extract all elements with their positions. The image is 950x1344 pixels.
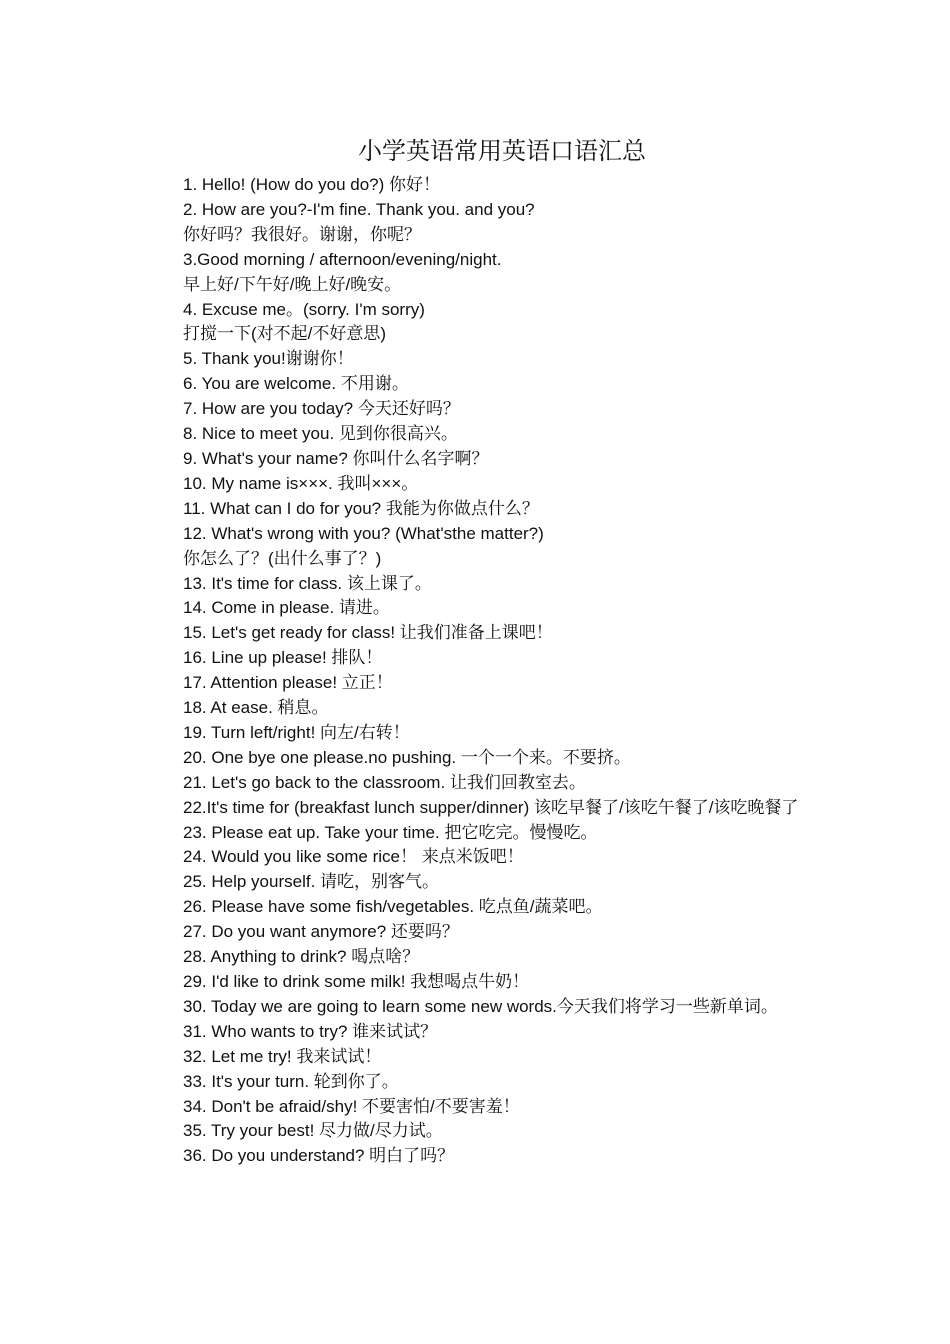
list-item: 4. Excuse me。(sorry. I'm sorry) [183, 299, 425, 319]
list-item: 11. What can I do for you? 我能为你做点什么？ [183, 498, 539, 518]
list-item: 30. Today we are going to learn some new words.今天我们将学习一些新单词。 [183, 996, 778, 1016]
list-item: 19. Turn left/right! 向左/右转！ [183, 722, 410, 742]
phrase-list [145, 173, 810, 1169]
list-item: 17. Attention please! 立正！ [183, 673, 393, 693]
list-item: 32. Let me try! 我来试试！ [183, 1046, 382, 1066]
list-item: 1. Hello! (How do you do?) 你好！ [183, 175, 440, 194]
list-item: 你怎么了？(出什么事了？) [183, 548, 382, 568]
list-item: 35. Try your best! 尽力做/尽力试。 [183, 1121, 443, 1141]
list-item: 2. How are you?-I'm fine. Thank you. and you? [183, 199, 535, 219]
list-item: 13. It's time for class. 该上课了。 [183, 573, 432, 593]
list-item: 20. One bye one please.no pushing. 一个一个来。不要挤。 [183, 747, 631, 767]
list-item: 打搅一下(对不起/不好意思) [183, 324, 387, 344]
list-item: 10. My name is×××. 我叫×××。 [183, 473, 419, 493]
list-item: 15. Let's get ready for class! 让我们准备上课吧！ [183, 623, 553, 643]
list-item: 18. At ease. 稍息。 [183, 698, 329, 718]
list-item: 31. Who wants to try? 谁来试试？ [183, 1021, 438, 1041]
list-item: 22.It's time for (breakfast lunch supper/dinner) 该吃早餐了/该吃午餐了/该吃晚餐了 [183, 797, 799, 817]
list-item: 27. Do you want anymore? 还要吗？ [183, 922, 459, 942]
list-item: 你好吗？我很好。谢谢，你呢？ [183, 224, 421, 244]
list-item: 33. It's your turn. 轮到你了。 [183, 1071, 399, 1091]
list-item: 14. Come in please. 请进。 [183, 598, 390, 618]
list-item: 24. Would you like some rice！ 来点米饭吧！ [183, 847, 524, 867]
list-item: 21. Let's go back to the classroom. 让我们回教室去。 [183, 772, 586, 792]
list-item: 23. Please eat up. Take your time. 把它吃完。慢慢吃。 [183, 822, 598, 842]
list-item: 28. Anything to drink? 喝点啥？ [183, 947, 420, 967]
list-item: 26. Please have some fish/vegetables. 吃点鱼/蔬菜吧。 [183, 897, 603, 917]
list-item: 16. Line up please! 排队！ [183, 648, 383, 668]
list-item: 9. What's your name? 你叫什么名字啊？ [183, 448, 489, 468]
list-item: 36. Do you understand? 明白了吗？ [183, 1146, 455, 1166]
list-item: 12. What's wrong with you? (What'sthe matter?) [183, 523, 544, 543]
list-item: 8. Nice to meet you. 见到你很高兴。 [183, 424, 458, 444]
list-item: 3.Good morning / afternoon/evening/night. [183, 249, 502, 269]
list-item: 25. Help yourself. 请吃，别客气。 [183, 872, 440, 892]
page-title: 小学英语常用英语口语汇总 [358, 137, 646, 165]
list-item: 早上好/下午好/晚上好/晚安。 [183, 274, 402, 294]
list-item: 7. How are you today? 今天还好吗？ [183, 399, 460, 419]
list-item: 6. You are welcome. 不用谢。 [183, 374, 409, 394]
list-item: 29. I'd like to drink some milk! 我想喝点牛奶！ [183, 972, 530, 991]
list-item: 34. Don't be afraid/shy! 不要害怕/不要害羞！ [183, 1096, 520, 1116]
list-item: 5. Thank you!谢谢你！ [183, 349, 354, 369]
